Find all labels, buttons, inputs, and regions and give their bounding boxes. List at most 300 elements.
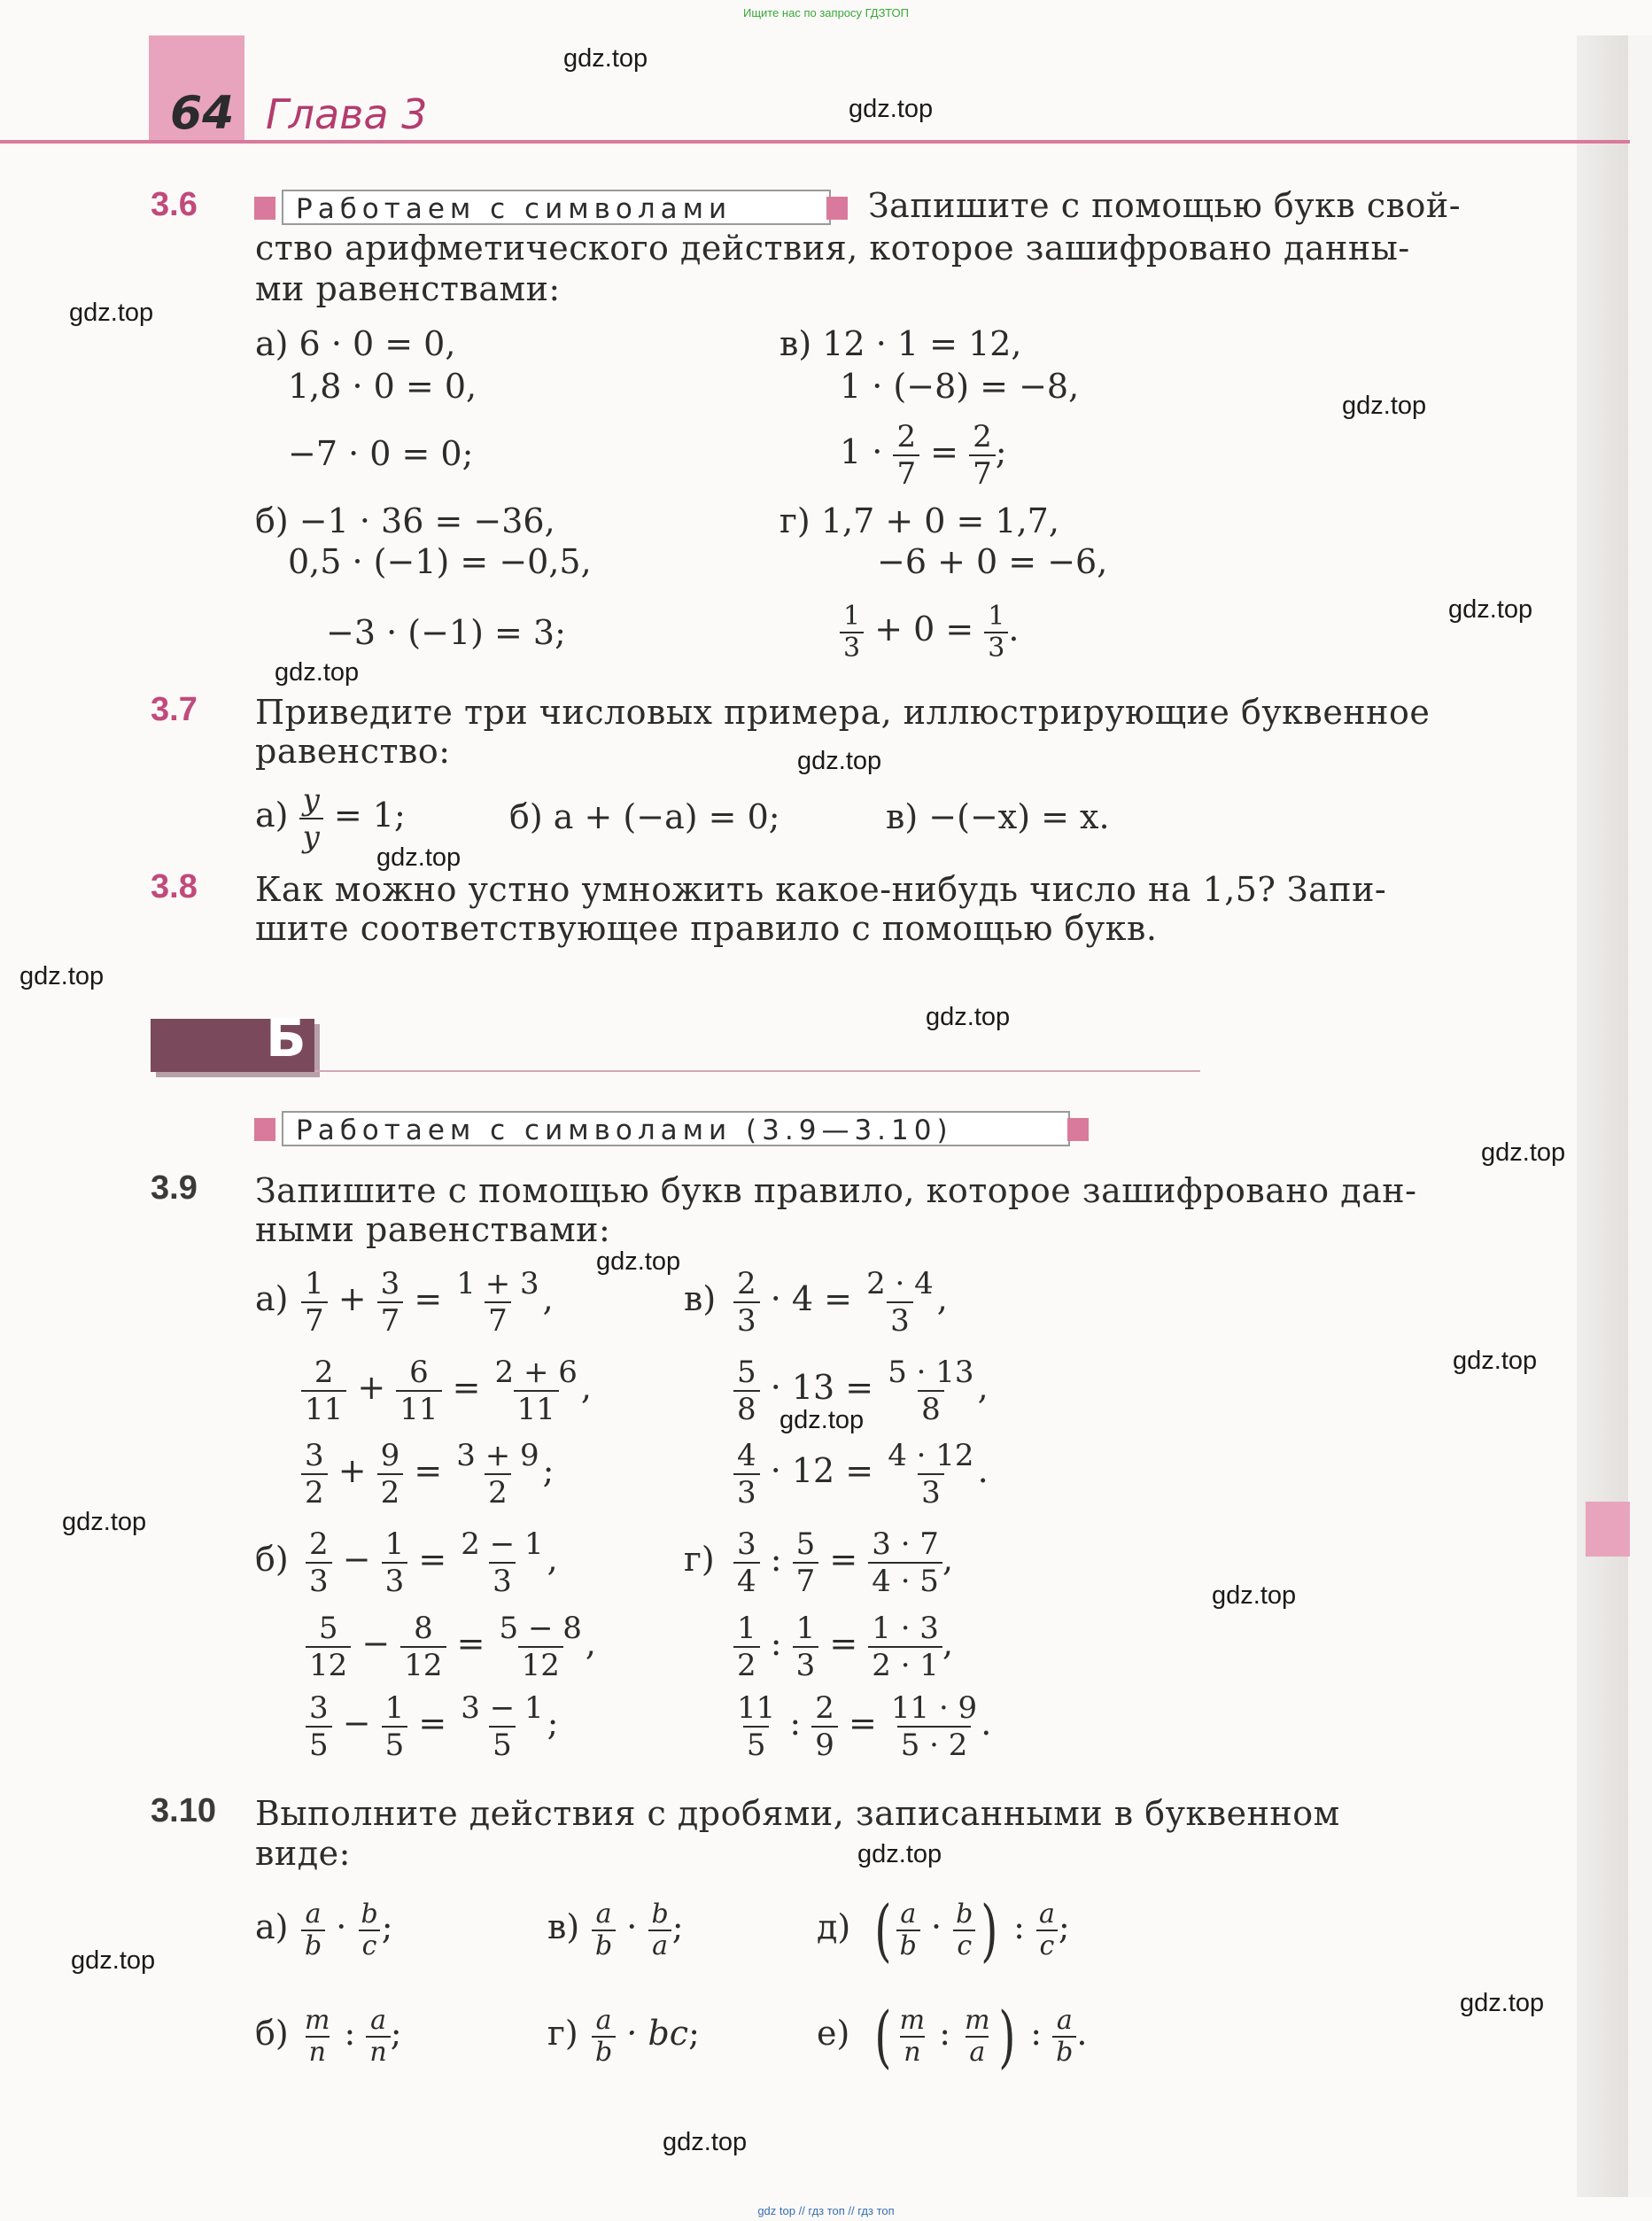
math-token: : (759, 1540, 793, 1579)
math-token: . (1076, 2014, 1088, 2053)
numerator: m (305, 2004, 330, 2036)
denominator: 3 (984, 632, 1008, 664)
numerator: 1 (737, 1610, 756, 1646)
page-fold-shadow (1577, 35, 1630, 2197)
numerator: 3 (309, 1689, 329, 1726)
math-token: , (942, 1540, 954, 1579)
fraction (896, 2006, 928, 2068)
denominator: 12 (400, 1646, 446, 1683)
fraction (793, 1526, 819, 1599)
math-token: = 1; (333, 796, 406, 835)
top-search-note: Ищите нас по запросу ГДЗТОП (742, 6, 909, 19)
fraction (301, 1355, 346, 1427)
math-token: = (446, 1624, 496, 1663)
watermark: gdz.top (563, 44, 648, 73)
math-token: · bc (616, 2014, 689, 2053)
numerator: 2 (737, 1265, 756, 1301)
watermark: gdz.top (596, 1247, 681, 1276)
denominator: 5 (306, 1726, 332, 1763)
denominator: 3 (733, 1473, 760, 1510)
math-token: + (327, 1279, 377, 1318)
numerator: 1 + 3 (456, 1265, 539, 1301)
fraction (733, 1355, 760, 1427)
equation-fraction (733, 1435, 989, 1510)
denominator: 4 (733, 1562, 760, 1599)
denominator: 4 · 5 (868, 1562, 942, 1599)
numerator: 3 · 7 (872, 1526, 939, 1562)
math-token: : (1020, 2014, 1053, 2053)
watermark: gdz.top (857, 1840, 942, 1868)
item-label: е) (817, 2014, 850, 2053)
equation: 0,5 · (−1) = −0,5, (288, 542, 592, 581)
equation-fraction (870, 1890, 1070, 1969)
denominator: 3 (733, 1301, 760, 1339)
badge-marker (1067, 1118, 1089, 1141)
equation-fraction (840, 594, 1019, 664)
math-token: , (547, 1540, 558, 1579)
equation-fraction (840, 416, 1007, 492)
equation: б) a + (−a) = 0; (509, 797, 780, 836)
numerator: b (651, 1898, 669, 1930)
denominator: b (896, 1930, 920, 1961)
watermark: gdz.top (1212, 1581, 1297, 1610)
math-token: . (977, 1451, 989, 1490)
math-token: , (977, 1368, 989, 1407)
equation: 1,8 · 0 = 0, (288, 367, 477, 406)
fraction (952, 1899, 976, 1961)
exercise-text: шите соответствующее правило с помощью букв. (255, 909, 1158, 948)
math-token: = (818, 1540, 869, 1579)
denominator: a (648, 1930, 671, 1961)
numerator: 2 (309, 1526, 329, 1562)
watermark: gdz.top (376, 843, 461, 872)
watermark: gdz.top (69, 299, 154, 327)
fraction (793, 1611, 819, 1683)
denominator: 2 · 1 (868, 1646, 942, 1683)
math-token: · 13 = (759, 1368, 885, 1407)
numerator: 3 (737, 1526, 756, 1562)
equation-fraction (870, 1996, 1088, 2076)
watermark: gdz.top (797, 747, 882, 775)
numerator: m (899, 2004, 926, 2036)
watermark: gdz.top (62, 1508, 147, 1536)
item-label: в) (547, 1907, 580, 1946)
fraction (984, 602, 1008, 664)
page-number: 64 (170, 87, 235, 140)
math-token: = (837, 1704, 888, 1743)
fraction (592, 2006, 616, 2068)
equation: а) 6 · 0 = 0, (255, 324, 456, 363)
denominator: c (1036, 1930, 1059, 1961)
denominator: b (301, 1930, 325, 1961)
numerator: 1 (305, 1265, 324, 1301)
exercise-text: ство арифметического действия, которое зашифровано данны- (255, 229, 1410, 268)
math-token: ; (381, 1907, 393, 1946)
math-token: + (327, 1451, 377, 1490)
denominator: 7 (301, 1301, 328, 1339)
fraction (377, 1438, 404, 1510)
fraction (884, 1355, 977, 1427)
header-rule (0, 140, 1630, 144)
side-bookmark-tab (1586, 1502, 1630, 1557)
exercise-number: 3.9 (151, 1169, 198, 1207)
math-token: · 12 = (759, 1451, 885, 1490)
exercise-text: Выполните действия с дробями, записанными в буквенном (255, 1794, 1340, 1833)
numerator: 8 (414, 1610, 433, 1646)
math-token: ; (1058, 1907, 1070, 1946)
denominator: y (299, 818, 323, 855)
math-token: + (346, 1368, 397, 1407)
numerator: 1 (384, 1526, 405, 1562)
item-label: а) (255, 1279, 289, 1318)
page-edge (1628, 35, 1652, 2197)
numerator: 1 (384, 1689, 405, 1726)
fraction (969, 419, 996, 492)
math-token: , (580, 1368, 592, 1407)
denominator: 2 (733, 1646, 760, 1683)
numerator: 1 (843, 600, 861, 632)
numerator: 2 (896, 418, 917, 454)
numerator: b (956, 1898, 973, 1930)
denominator: 3 (793, 1646, 819, 1683)
numerator: 2 (815, 1689, 834, 1726)
watermark: gdz.top (1453, 1347, 1538, 1375)
numerator: 3 (380, 1265, 400, 1301)
badge-marker (254, 1118, 275, 1141)
exercise-text: ми равенствами: (255, 269, 561, 308)
fraction (366, 2006, 390, 2068)
denominator: 3 (840, 632, 864, 664)
fraction (457, 1526, 547, 1599)
equation-fraction (592, 1998, 700, 2069)
math-token: = (403, 1451, 454, 1490)
equation-fraction (306, 1688, 558, 1763)
exercise-text: Как можно устно умножить какое-нибудь число на 1,5? Запи- (255, 870, 1387, 909)
fraction (863, 1266, 937, 1339)
math-token: = (930, 432, 959, 471)
fraction (492, 1355, 581, 1427)
math-token: ; (671, 1907, 684, 1946)
badge-work-with-symbols-range: Работаем с символами (3.9—3.10) (282, 1111, 1070, 1146)
math-token: = (407, 1540, 458, 1579)
denominator: 7 (793, 1562, 819, 1599)
numerator: 5 · 13 (888, 1354, 974, 1390)
item-label: а) (255, 1907, 289, 1946)
numerator: a (370, 2004, 387, 2036)
math-token: : (333, 2014, 367, 2053)
fraction (301, 1899, 325, 1961)
math-token: : (928, 2014, 962, 2053)
equation-fraction (301, 1352, 592, 1427)
numerator: 9 (380, 1437, 400, 1473)
equation: 1 · (−8) = −8, (840, 367, 1080, 406)
fraction (400, 1611, 446, 1683)
fraction (306, 1611, 351, 1683)
watermark: gdz.top (275, 658, 360, 687)
math-token: : (759, 1624, 793, 1663)
math-token: = (407, 1704, 458, 1743)
math-token: · (616, 1907, 648, 1946)
numerator: a (1038, 1898, 1055, 1930)
numerator: 5 (795, 1526, 816, 1562)
item-label: г) (547, 2014, 578, 2053)
numerator: a (1056, 2004, 1073, 2036)
fraction (496, 1611, 586, 1683)
section-rule (314, 1070, 1200, 1072)
fraction (592, 1899, 616, 1961)
numerator: 1 (988, 600, 1005, 632)
exercise-number: 3.10 (151, 1792, 216, 1829)
denominator: 12 (518, 1646, 563, 1683)
equation: −6 + 0 = −6, (877, 542, 1108, 581)
math-token: + 0 = (874, 610, 974, 648)
denominator: 11 (514, 1390, 559, 1427)
denominator: 5 (743, 1726, 770, 1763)
math-token: ; (688, 2014, 700, 2053)
numerator: 2 (973, 418, 992, 454)
numerator: 11 · 9 (890, 1689, 978, 1726)
exercise-text: Запишите с помощью букв правило, которое зашифровано дан- (255, 1171, 1417, 1210)
equation: г) 1,7 + 0 = 1,7, (779, 501, 1059, 540)
equation-fraction (733, 1263, 948, 1339)
badge-marker (826, 197, 848, 220)
fraction (1035, 1899, 1059, 1961)
watermark: gdz.top (1481, 1138, 1566, 1167)
numerator: m (965, 2004, 990, 2036)
math-token: = (403, 1279, 454, 1318)
numerator: b (361, 1898, 378, 1930)
math-token: , (942, 1624, 954, 1663)
denominator: 7 (377, 1301, 404, 1339)
math-token: ; (542, 1451, 555, 1490)
fraction (357, 1899, 381, 1961)
math-token: = (818, 1624, 869, 1663)
exercise-number: 3.7 (151, 691, 198, 728)
denominator: 5 (382, 1726, 408, 1763)
numerator: 5 (737, 1354, 756, 1390)
numerator: 6 (409, 1354, 429, 1390)
numerator: 2 − 1 (461, 1526, 544, 1562)
denominator: 3 (382, 1562, 408, 1599)
numerator: a (595, 2004, 612, 2036)
math-token: · (919, 1907, 953, 1946)
math-token: , (542, 1279, 554, 1318)
equation-fraction (301, 1263, 554, 1339)
math-token: : (1003, 1907, 1035, 1946)
fraction (893, 419, 919, 492)
badge-work-with-symbols: Работаем с символами (282, 190, 831, 225)
equation-fraction (733, 1608, 953, 1683)
numerator: 3 − 1 (461, 1689, 544, 1726)
math-token: , (585, 1624, 596, 1663)
denominator: 5 · 2 (897, 1726, 972, 1763)
fraction (299, 782, 323, 855)
denominator: 3 (887, 1301, 913, 1339)
math-token: − (331, 1540, 382, 1579)
fraction (301, 2006, 333, 2068)
equation-fraction (301, 1435, 554, 1510)
numerator: a (900, 1898, 917, 1930)
denominator: c (953, 1930, 975, 1961)
equation-fraction (733, 1688, 991, 1763)
fraction (811, 1690, 838, 1763)
badge-marker (254, 197, 275, 220)
watermark: gdz.top (71, 1946, 156, 1975)
numerator: 11 (737, 1689, 776, 1726)
right-paren: ) (997, 1996, 1015, 2076)
denominator: 11 (301, 1390, 346, 1427)
denominator: 5 (489, 1726, 516, 1763)
watermark: gdz.top (19, 962, 105, 990)
fraction (884, 1438, 977, 1510)
fraction (453, 1266, 542, 1339)
equation-fraction (592, 1891, 684, 1962)
numerator: 5 (318, 1610, 338, 1646)
denominator: b (592, 2036, 616, 2068)
fraction (840, 602, 864, 664)
denominator: 3 (489, 1562, 516, 1599)
item-label: д) (817, 1907, 851, 1946)
watermark: gdz.top (849, 95, 934, 123)
chapter-title: Глава 3 (266, 90, 428, 138)
denominator: 2 (301, 1473, 328, 1510)
denominator: 8 (918, 1390, 944, 1427)
fraction (396, 1355, 441, 1427)
item-label: в) (684, 1279, 717, 1318)
fraction (306, 1690, 332, 1763)
equation-fraction (255, 780, 406, 855)
fraction (888, 1690, 981, 1763)
watermark: gdz.top (926, 1003, 1011, 1031)
equation-fraction (306, 1608, 596, 1683)
item-label: а) (255, 796, 289, 835)
fraction (382, 1690, 408, 1763)
denominator: 7 (893, 454, 919, 492)
fraction (868, 1526, 942, 1599)
fraction (457, 1690, 547, 1763)
math-token: ; (390, 2014, 402, 2053)
denominator: b (1052, 2036, 1076, 2068)
denominator: n (900, 2036, 924, 2068)
denominator: 2 (377, 1473, 404, 1510)
bottom-footer-note: gdz top // гдз топ // гдз топ (757, 2204, 895, 2217)
equation-fraction (733, 1352, 989, 1427)
item-label: б) (255, 2014, 289, 2053)
watermark: gdz.top (1448, 595, 1533, 624)
math-token: ; (995, 432, 1007, 471)
exercise-text: виде: (255, 1834, 351, 1873)
fraction (733, 1438, 760, 1510)
exercise-number: 3.6 (151, 186, 198, 223)
fraction (1052, 2006, 1076, 2068)
numerator: 4 (737, 1437, 756, 1473)
item-label: б) (255, 1540, 289, 1579)
denominator: 7 (485, 1301, 511, 1339)
denominator: n (366, 2036, 390, 2068)
math-token: , (936, 1279, 948, 1318)
section-b-letter: Б (266, 1007, 306, 1069)
equation: в) 12 · 1 = 12, (779, 324, 1022, 363)
math-token: . (981, 1704, 992, 1743)
denominator: n (306, 2036, 330, 2068)
exercise-text: Запишите с помощью букв свой- (868, 186, 1462, 225)
math-token: − (331, 1704, 382, 1743)
denominator: 9 (811, 1726, 838, 1763)
numerator: 5 − 8 (499, 1610, 582, 1646)
exercise-text: Приведите три числовых примера, иллюстрирующие буквенное (255, 693, 1431, 732)
fraction (733, 1611, 760, 1683)
denominator: 12 (306, 1646, 351, 1683)
math-token: ; (547, 1704, 559, 1743)
denominator: c (359, 1930, 381, 1961)
numerator: y (302, 781, 320, 818)
fraction (306, 1526, 332, 1599)
denominator: 7 (969, 454, 996, 492)
math-token: − (351, 1624, 401, 1663)
fraction (382, 1526, 408, 1599)
denominator: 11 (396, 1390, 441, 1427)
equation: −7 · 0 = 0; (288, 434, 474, 473)
math-token: = (441, 1368, 492, 1407)
denominator: 3 (918, 1473, 944, 1510)
equation-fraction (733, 1524, 953, 1599)
item-label: г) (684, 1540, 715, 1579)
denominator: 8 (733, 1390, 760, 1427)
math-token: : (779, 1704, 812, 1743)
numerator: a (305, 1898, 322, 1930)
fraction (453, 1438, 542, 1510)
equation: б) −1 · 36 = −36, (255, 501, 555, 540)
numerator: 3 + 9 (456, 1437, 539, 1473)
equation-fraction (301, 1891, 393, 1962)
exercise-number: 3.8 (151, 868, 198, 905)
denominator: a (966, 2036, 989, 2068)
fraction (868, 1611, 942, 1683)
denominator: b (592, 1930, 616, 1961)
numerator: 1 · 3 (872, 1610, 939, 1646)
fraction (301, 1266, 328, 1339)
numerator: 2 (314, 1354, 334, 1390)
watermark: gdz.top (663, 2128, 748, 2156)
numerator: 3 (305, 1437, 324, 1473)
math-token: · 4 = (759, 1279, 864, 1318)
fraction (377, 1266, 404, 1339)
exercise-text: равенство: (255, 732, 451, 771)
equation-fraction (306, 1524, 558, 1599)
watermark: gdz.top (1342, 392, 1427, 420)
math-token: · (325, 1907, 358, 1946)
denominator: 2 (485, 1473, 511, 1510)
watermark: gdz.top (1460, 1989, 1545, 2017)
numerator: 2 · 4 (866, 1265, 934, 1301)
exercise-text: ными равенствами: (255, 1210, 611, 1249)
math-token: 1 · (840, 432, 883, 471)
fraction (733, 1266, 760, 1339)
watermark: gdz.top (779, 1406, 865, 1434)
fraction (733, 1526, 760, 1599)
fraction (896, 1899, 920, 1961)
left-paren: ( (874, 1890, 892, 1969)
left-paren: ( (874, 1996, 892, 2076)
fraction (733, 1690, 779, 1763)
math-token: . (1008, 610, 1020, 648)
equation: в) −(−x) = x. (886, 797, 1110, 836)
numerator: a (595, 1898, 612, 1930)
equation: −3 · (−1) = 3; (326, 613, 566, 652)
fraction (648, 1899, 671, 1961)
numerator: 2 + 6 (494, 1354, 578, 1390)
numerator: 1 (795, 1610, 816, 1646)
